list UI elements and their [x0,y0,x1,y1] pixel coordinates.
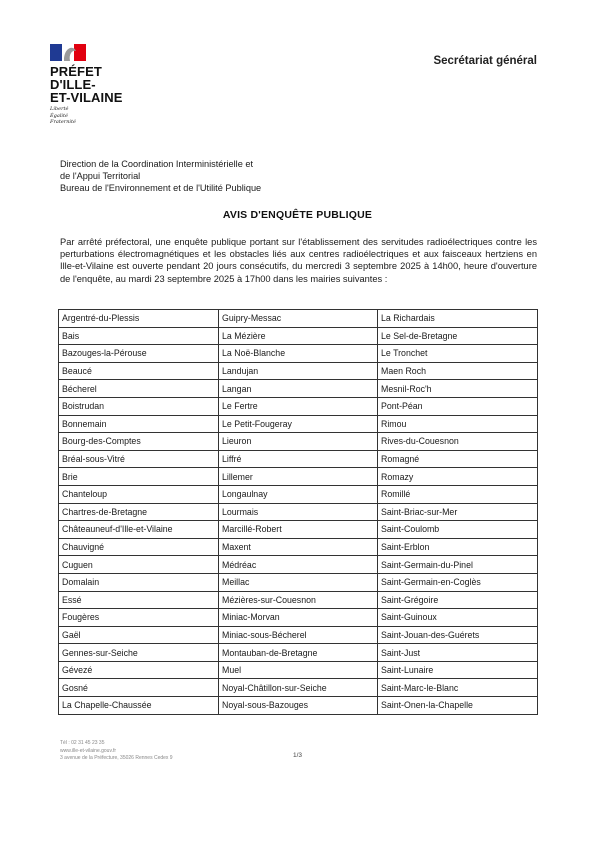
intro-paragraph: Par arrêté préfectoral, une enquête publique portant sur l'établissement des servitudes radioélectriques contre les perturbations électromagnétiques et les obstacles liés aux centres radioélectriques et aux faisceaux hertziens en Ille-et-Vilaine est ouverte pendant 20 jours consécutifs, du mercredi 3 septembre 2025 à 14h00, heure d'ouverture de l'enquête, au mardi 23 septembre 2025 à 17h00 dans les mairies suivantes : [60,237,537,284]
logo-line: ET-VILAINE [50,90,123,105]
table-row [59,503,538,521]
commune-cell: Lourmais [219,503,378,521]
marianne-flag-icon [50,44,86,61]
republic-motto [50,106,140,126]
commune-cell: Gévezé [59,661,219,679]
table-row [59,327,538,345]
page-number: 1/3 [292,752,303,759]
commune-cell: La Chapelle-Chaussée [59,697,219,715]
commune-cell: Boistrudan [59,397,219,415]
commune-cell: Bazouges-la-Pérouse [59,345,219,363]
table-row [59,609,538,627]
logo-line: D'ILLE- [50,77,96,92]
commune-cell: Saint-Erblon [378,538,538,556]
table-row [59,345,538,363]
commune-cell: Longaulnay [219,485,378,503]
commune-cell: Noyal-sous-Bazouges [219,697,378,715]
commune-cell: Mesnil-Roc'h [378,380,538,398]
commune-cell: Romazy [378,468,538,486]
commune-cell: Châteauneuf-d'Ille-et-Vilaine [59,521,219,539]
commune-cell: Romillé [378,485,538,503]
prefet-title [50,65,140,104]
commune-cell: Rimou [378,415,538,433]
direction-line: de l'Appui Territorial [60,171,141,181]
commune-cell: Domalain [59,573,219,591]
commune-cell: La Mézière [219,327,378,345]
commune-cell: Saint-Onen-la-Chapelle [378,697,538,715]
commune-cell: Saint-Germain-en-Coglès [378,573,538,591]
table-row [59,661,538,679]
table-row [59,415,538,433]
communes-table [58,309,538,715]
commune-cell: Noyal-Châtillon-sur-Seiche [219,679,378,697]
commune-cell: Le Tronchet [378,345,538,363]
direction-block [60,158,261,194]
table-row [59,468,538,486]
table-row [59,485,538,503]
commune-cell: Saint-Marc-le-Blanc [378,679,538,697]
commune-cell: Montauban-de-Bretagne [219,644,378,662]
contact-line: www.ille-et-vilaine.gouv.fr [60,747,117,754]
table-row [59,433,538,451]
table-row [59,591,538,609]
table-row [59,538,538,556]
commune-cell: Saint-Jouan-des-Guérets [378,626,538,644]
commune-cell: Saint-Grégoire [378,591,538,609]
commune-cell: Brie [59,468,219,486]
commune-cell: Chanteloup [59,485,219,503]
commune-cell: Liffré [219,450,378,468]
commune-cell: Saint-Lunaire [378,661,538,679]
contact-line: 3 avenue de la Préfecture, 35026 Rennes Cedex 9 [60,755,173,761]
commune-cell: Chauvigné [59,538,219,556]
commune-cell: Fougères [59,609,219,627]
commune-cell: Médréac [219,556,378,574]
document-title: AVIS D'ENQUÊTE PUBLIQUE [222,209,373,221]
commune-cell: Bais [59,327,219,345]
commune-cell: Marcillé-Robert [219,521,378,539]
commune-cell: Essé [59,591,219,609]
commune-cell: Saint-Briac-sur-Mer [378,503,538,521]
table-row [59,556,538,574]
commune-cell: Saint-Germain-du-Pinel [378,556,538,574]
secretariat-heading: Secrétariat général [433,55,537,67]
table-row [59,644,538,662]
table-row [59,362,538,380]
commune-cell: Muel [219,661,378,679]
commune-cell: Landujan [219,362,378,380]
logo-line: PRÉFET [50,64,102,79]
commune-cell: Gennes-sur-Seiche [59,644,219,662]
commune-cell: Gosné [59,679,219,697]
commune-cell: Cuguen [59,556,219,574]
motto-line: Fraternité [50,119,76,125]
commune-cell: Rives-du-Couesnon [378,433,538,451]
commune-cell: Argentré-du-Plessis [59,310,219,328]
table-row [59,573,538,591]
commune-cell: Romagné [378,450,538,468]
commune-cell: Meillac [219,573,378,591]
commune-cell: Le Petit-Fougeray [219,415,378,433]
commune-cell: Bonnemain [59,415,219,433]
table-row [59,310,538,328]
commune-cell: Mézières-sur-Couesnon [219,591,378,609]
direction-line: Bureau de l'Environnement et de l'Utilité Publique [60,183,262,193]
table-row [59,380,538,398]
commune-cell: Guipry-Messac [219,310,378,328]
table-row [59,697,538,715]
contact-line: Tél : 02 31 45 23 35 [60,740,105,746]
table-row [59,397,538,415]
motto-line: Liberté [50,106,69,112]
commune-cell: Saint-Guinoux [378,609,538,627]
commune-cell: Le Fertre [219,397,378,415]
table-row [59,521,538,539]
commune-cell: Miniac-sous-Bécherel [219,626,378,644]
commune-cell: Beaucé [59,362,219,380]
commune-cell: Bréal-sous-Vitré [59,450,219,468]
commune-cell: Lieuron [219,433,378,451]
commune-cell: Le Sel-de-Bretagne [378,327,538,345]
commune-cell: Bécherel [59,380,219,398]
motto-line: Égalité [50,112,68,119]
commune-cell: Pont-Péan [378,397,538,415]
table-row [59,626,538,644]
commune-cell: Saint-Coulomb [378,521,538,539]
table-row [59,450,538,468]
commune-cell: La Richardais [378,310,538,328]
commune-cell: Gaël [59,626,219,644]
commune-cell: Langan [219,380,378,398]
direction-line: Direction de la Coordination Interministérielle et [60,159,254,169]
commune-cell: Bourg-des-Comptes [59,433,219,451]
communes-table-body [59,310,538,715]
prefecture-logo [50,44,140,126]
commune-cell: Maen Roch [378,362,538,380]
table-row [59,679,538,697]
commune-cell: La Noë-Blanche [219,345,378,363]
commune-cell: Chartres-de-Bretagne [59,503,219,521]
commune-cell: Miniac-Morvan [219,609,378,627]
commune-cell: Maxent [219,538,378,556]
commune-cell: Saint-Just [378,644,538,662]
commune-cell: Lillemer [219,468,378,486]
